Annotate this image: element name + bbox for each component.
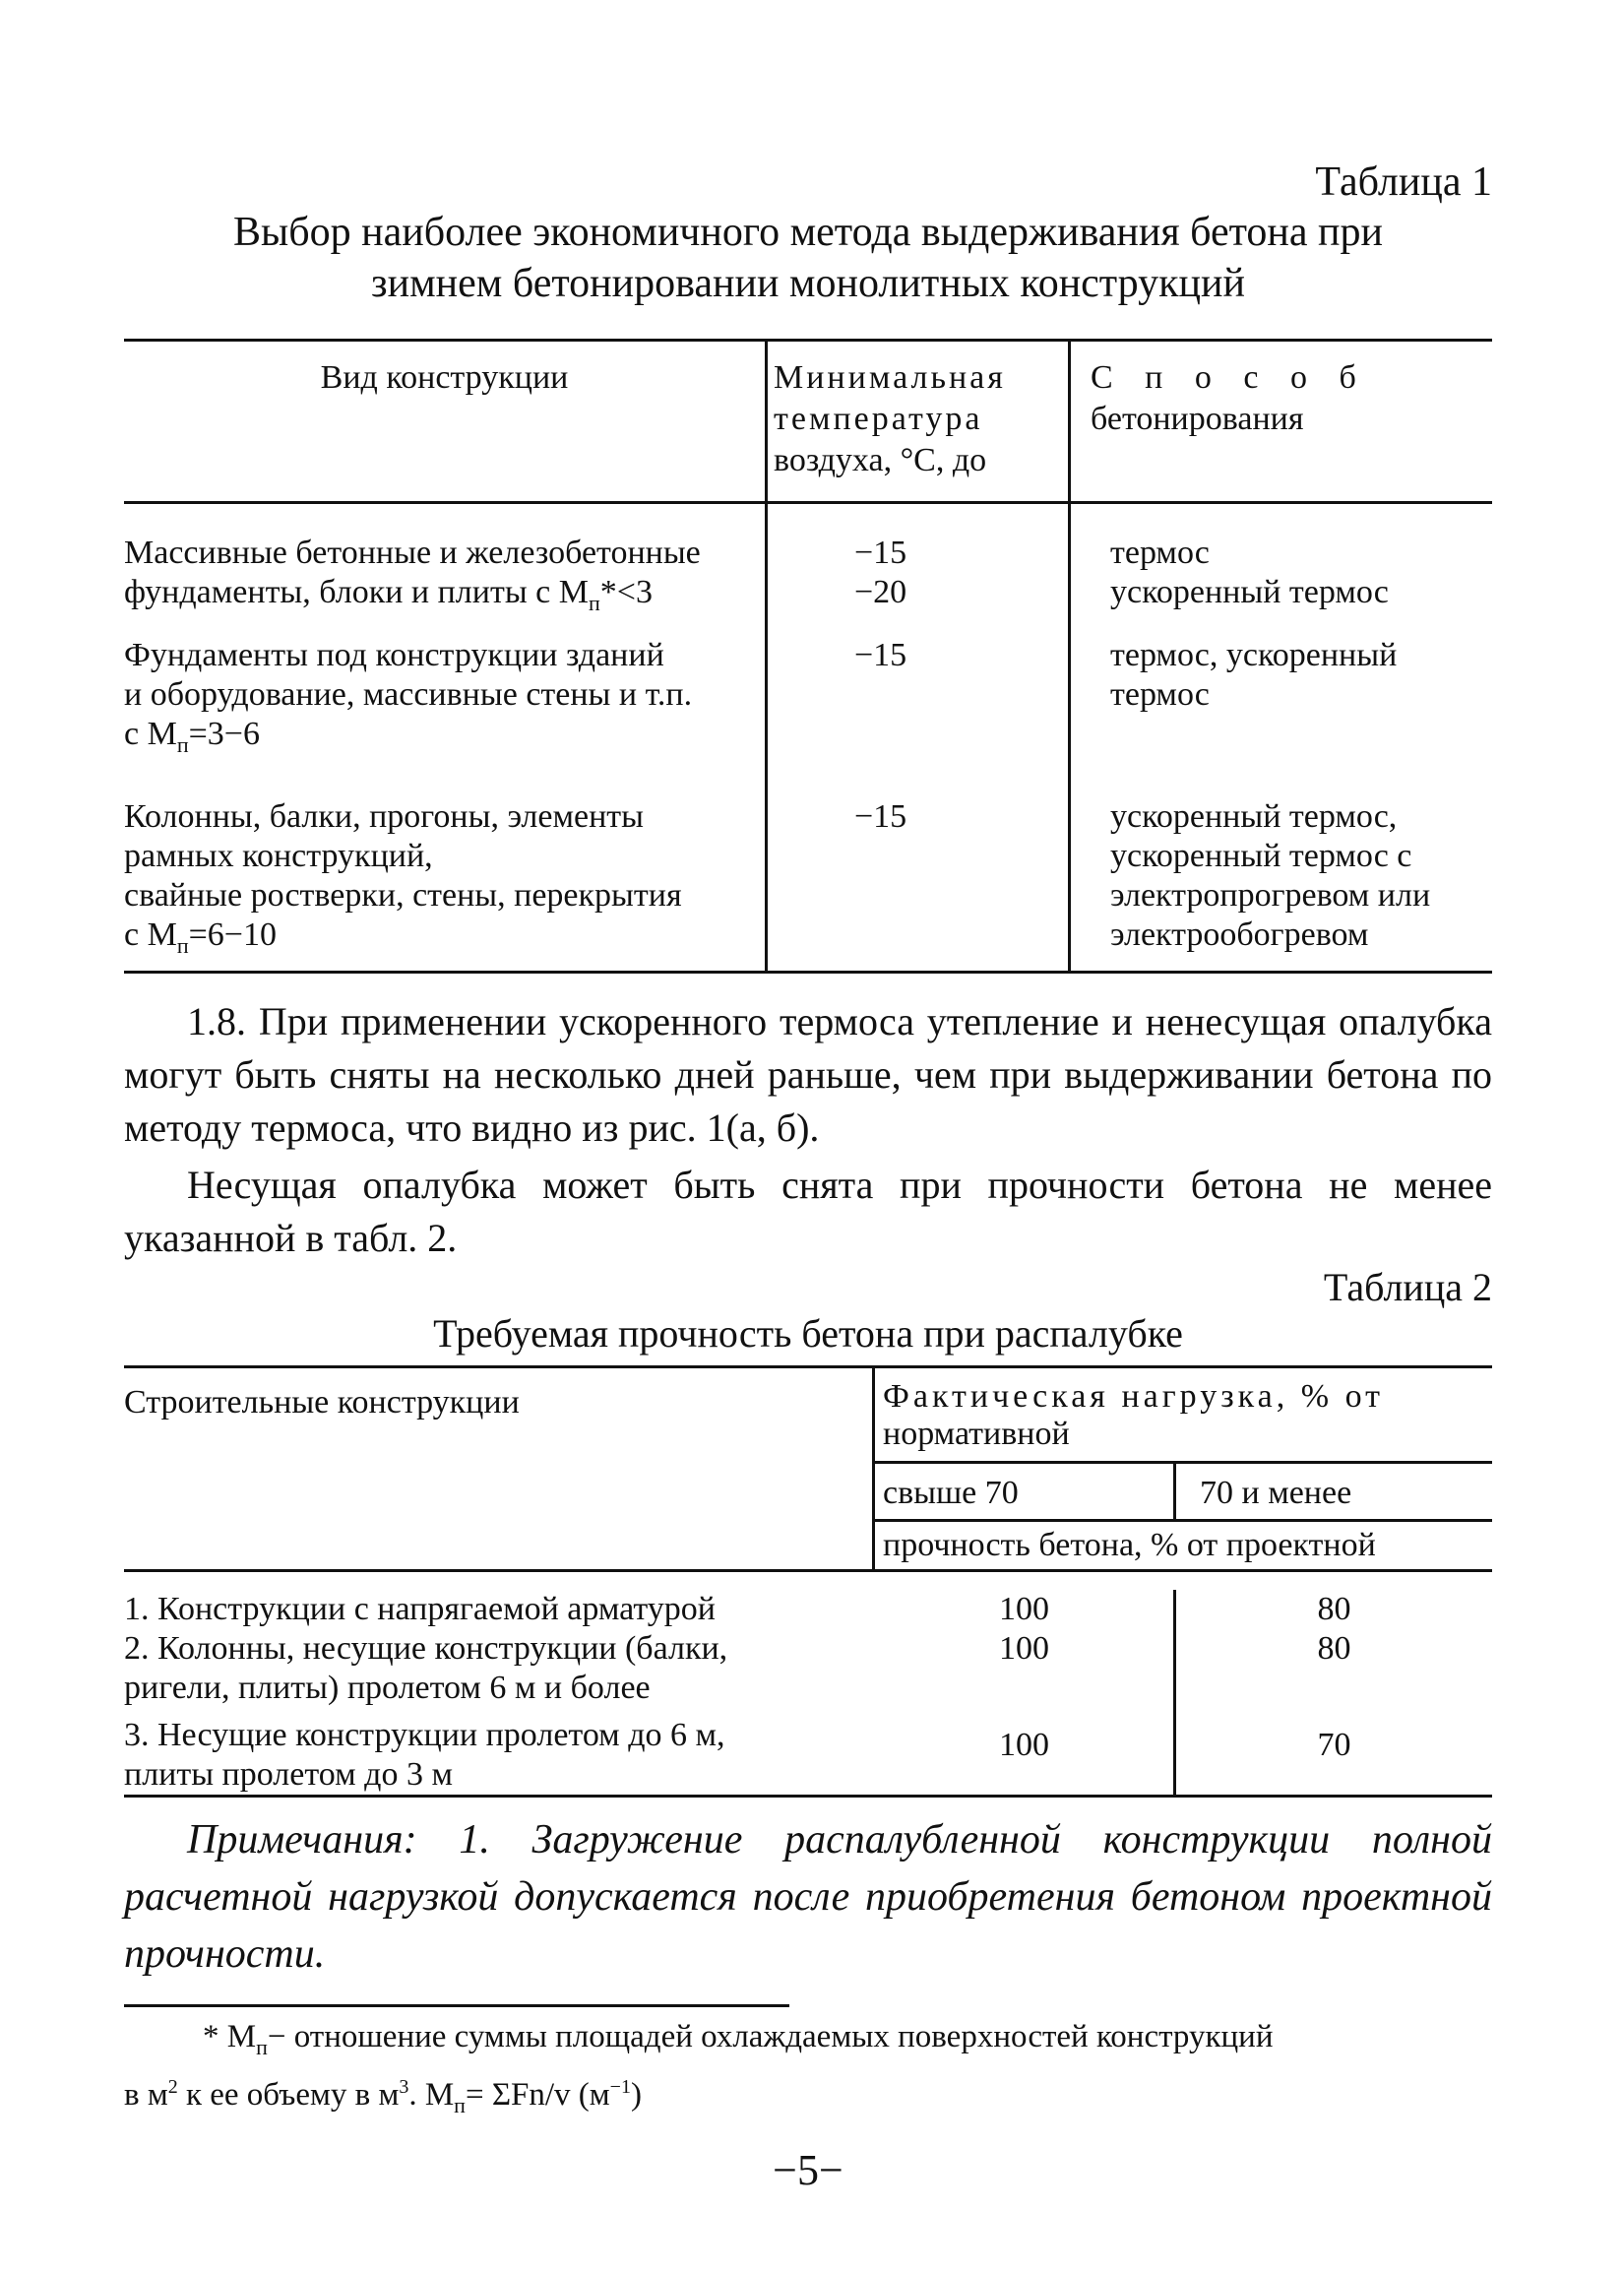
table1-cell: ускоренный термос, ускоренный термос с электропрогревом или электрообогревом xyxy=(1110,798,1431,953)
table-row xyxy=(124,606,1492,768)
paragraph-1-8: 1.8. При применении ускоренного термоса утепление и ненесущая опалубка могут быть сняты на несколько дней раньше, чем при выдерживании бетона по методу термоса, что видно из рис. 1(а, б). xyxy=(124,999,1492,1150)
table1-cell: Колонны, балки, прогоны, элементы рамных конструкций, свайные ростверки, стены, перекрытия с $М_п=6-10$ xyxy=(124,768,768,971)
table2-header-over-70: свыше 70 xyxy=(875,1464,1176,1519)
table-row: 2. Колонны, несущие конструкции (балки, ригели, плиты) пролетом 6 м и более 100 80 xyxy=(124,1630,1351,1706)
table-row: 3. Несущие конструкции пролетом до 6 м, плиты пролетом до 3 м 100 70 xyxy=(124,1708,1492,1795)
table1-cell: термос, ускоренный термос xyxy=(1110,637,1398,713)
document-page xyxy=(124,158,1492,2195)
table-row xyxy=(124,768,1492,971)
table1-caption: Таблица 1 xyxy=(1315,159,1492,205)
table1 xyxy=(124,339,1492,974)
table1-header-method: С п о с о б бетонирования xyxy=(1091,359,1368,437)
footnote-divider xyxy=(124,2004,789,2007)
page-number: −5− xyxy=(773,2146,843,2194)
table2 xyxy=(124,1365,1492,1798)
table2-header-unit: прочность бетона, % от проектной xyxy=(883,1527,1376,1563)
paragraph-supporting-formwork: Несущая опалубка может быть снята при прочности бетона не менее указанной в табл. 2. xyxy=(124,1163,1492,1260)
table1-header xyxy=(124,342,1492,504)
table2-note: Примечания: 1. Загружение распалубленной конструкции полной расчетной нагрузкой допускается после приобретения бетоном проектной прочности. xyxy=(124,1817,1492,1977)
table1-cell: Массивные бетонные и железобетонные фундаменты, блоки и плиты с $М_п*<3$ xyxy=(124,504,768,606)
table1-cell: −15 xyxy=(768,606,1071,768)
table1-title xyxy=(124,207,1492,309)
table2-header-70-or-less: 70 и менее xyxy=(1200,1475,1352,1511)
table1-body xyxy=(124,504,1492,971)
table2-header-load: Фактическая нагрузка, % от нормативной свыше 70 70 и менее прочность бетона, % от проектной xyxy=(875,1368,1492,1569)
table-row xyxy=(124,504,1492,615)
table2-body xyxy=(124,1572,1492,1795)
footnote: * $М_п-$ отношение суммы площадей охлаждаемых поверхностей конструкций в $м^2$ к ее объему в $м^3$. $М_п= \Sigma Fn/v$ $(м^{-1})$ xyxy=(124,2019,1274,2117)
table1-cell: Фундаменты под конструкции зданий и оборудование, массивные стены и т.п. с $М_п=3-6$ xyxy=(124,606,768,768)
table1-title-line2: зимнем бетонировании монолитных конструкций xyxy=(371,261,1245,306)
table1-cell: −15 −20 xyxy=(768,504,1071,606)
table1-header-temperature: Минимальная температура воздуха, °С, до xyxy=(768,342,1071,501)
table1-header-construction: Вид конструкции xyxy=(124,342,768,501)
table1-cell: −15 xyxy=(768,768,1071,971)
table2-title: Требуемая прочность бетона при распалубке xyxy=(433,1311,1183,1356)
table2-header-construction: Строительные конструкции xyxy=(124,1368,875,1569)
table1-title-line1: Выбор наиболее экономичного метода выдерживания бетона при xyxy=(233,210,1383,255)
table-row: 1. Конструкции с напрягаемой арматурой 100 80 xyxy=(124,1591,1351,1627)
table2-caption: Таблица 2 xyxy=(1323,1265,1492,1309)
table1-cell: термос ускоренный термос xyxy=(1110,535,1389,610)
table2-header xyxy=(124,1368,1492,1572)
